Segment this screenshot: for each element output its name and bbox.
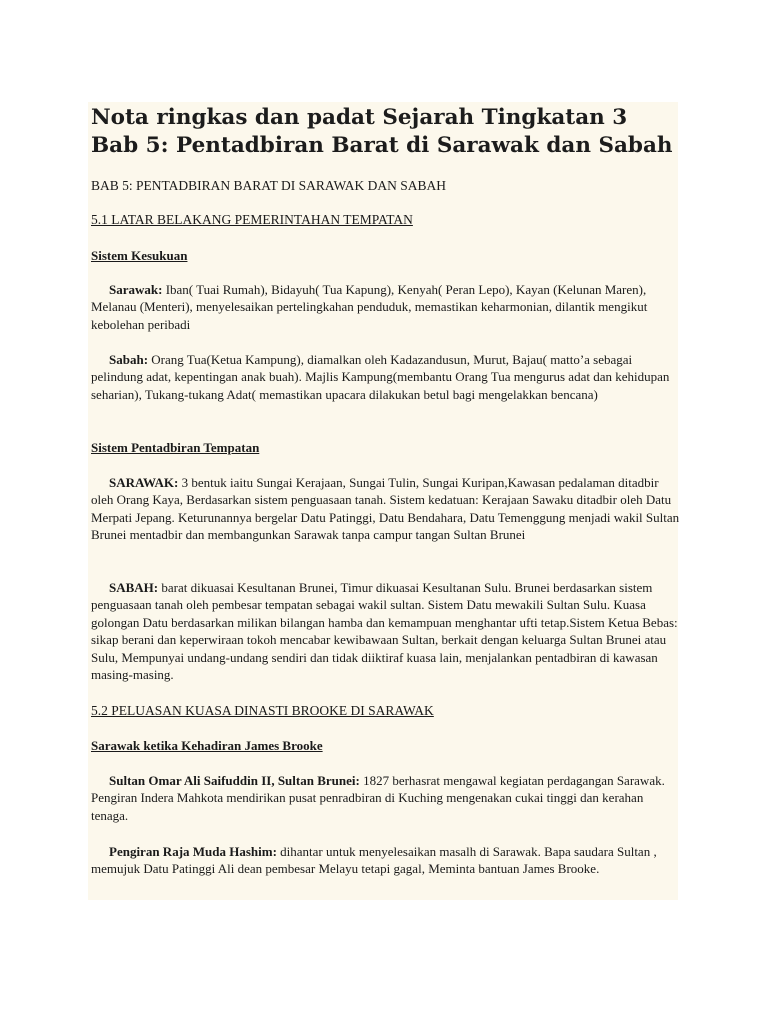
section-heading-5-2: 5.2 PELUASAN KUASA DINASTI BROOKE DI SARAWAK: [91, 703, 434, 718]
item-text: barat dikuasai Kesultanan Brunei, Timur dikuasai Kesultanan Sulu. Brunei berdasarkan sistem penguasaan tanah oleh pembesar tempatan sebagai wakil sultan. Sistem Datu mewakili Sultan Sulu. Kuasa golongan Datu berdasarkan milikan bilangan hamba dan kemampuan menghantar ufti tetap.Sistem Ketua Bebas: sikap berani dan keperwiraan tokoh mencabar kewibawaan Sultan, berkait dengan keluarga Sultan Brunei atau Sulu, Mempunyai undang-undang sendiri dan tidak diiktiraf kuasa lain, menjalankan pentadbiran di kawasan masing-masing.: [91, 580, 678, 683]
item-text: Iban( Tuai Rumah), Bidayuh( Tua Kapung), Kenyah( Peran Lepo), Kayan (Kelunan Maren), Melanau (Menteri), menyelesaikan pertelingkahan penduduk, memastikan keharmonian, dilantik mengikut kebolehan peribadi: [91, 282, 648, 332]
chapter-heading: BAB 5: PENTADBIRAN BARAT DI SARAWAK DAN SABAH: [91, 178, 446, 193]
bullet-item: [91, 351, 681, 403]
subheading-sistem-pentadbiran: Sistem Pentadbiran Tempatan: [91, 440, 260, 455]
bullet-item: [91, 579, 681, 683]
item-label: Sabah:: [109, 352, 149, 367]
item-text: 1827 berhasrat mengawal kegiatan perdagangan Sarawak. Pengiran Indera Mahkota mendirikan pusat penradbiran di Kuching mengenakan cukai tinggi dan kerahan tenaga.: [91, 773, 665, 823]
page-title: Nota ringkas dan padat Sejarah Tingkatan 3 Bab 5: Pentadbiran Barat di Sarawak dan Sabah: [91, 105, 673, 158]
item-label: SABAH:: [109, 580, 159, 595]
item-label: Pengiran Raja Muda Hashim:: [109, 844, 277, 859]
subheading-sarawak-james-brooke: Sarawak ketika Kehadiran James Brooke: [91, 738, 323, 753]
item-text: 3 bentuk iaitu Sungai Kerajaan, Sungai Tulin, Sungai Kuripan,Kawasan pedalaman ditadbir oleh Orang Kaya, Berdasarkan sistem penguasaan tanah. Sistem kedatuan: Kerajaan Sawaku ditadbir oleh Datu Merpati Jepang. Keturunannya bergelar Datu Patinggi, Datu Bendahara, Datu Temenggung menjadi wakil Sultan Brunei mentadbir dan membangunkan Sarawak tanpa campur tangan Sultan Brunei: [91, 475, 680, 543]
section-heading-5-1: 5.1 LATAR BELAKANG PEMERINTAHAN TEMPATAN: [91, 212, 413, 227]
bullet-item: [91, 281, 681, 333]
bullet-item: [91, 772, 681, 824]
item-text: dihantar untuk menyelesaikan masalh di Sarawak. Bapa saudara Sultan , memujuk Datu Patinggi Ali dean pembesar Melayu tetapi gagal, Meminta bantuan James Brooke.: [91, 844, 657, 877]
subheading-sistem-kesukuan: Sistem Kesukuan: [91, 248, 188, 263]
item-label: Sarawak:: [109, 282, 163, 297]
item-label: Sultan Omar Ali Saifuddin II, Sultan Brunei:: [109, 773, 360, 788]
bullet-item: [91, 474, 681, 544]
item-text: Orang Tua(Ketua Kampung), diamalkan oleh Kadazandusun, Murut, Bajau( matto’a sebagai pelindung adat, kepentingan anak buah). Majlis Kampung(membantu Orang Tua mengurus adat dan kehidupan seharian), Tukang-tukang Adat( memastikan upacara dilakukan betul bagi mengelakkan bencana): [91, 352, 670, 402]
bullet-item: [91, 843, 681, 878]
item-label: SARAWAK:: [109, 475, 179, 490]
